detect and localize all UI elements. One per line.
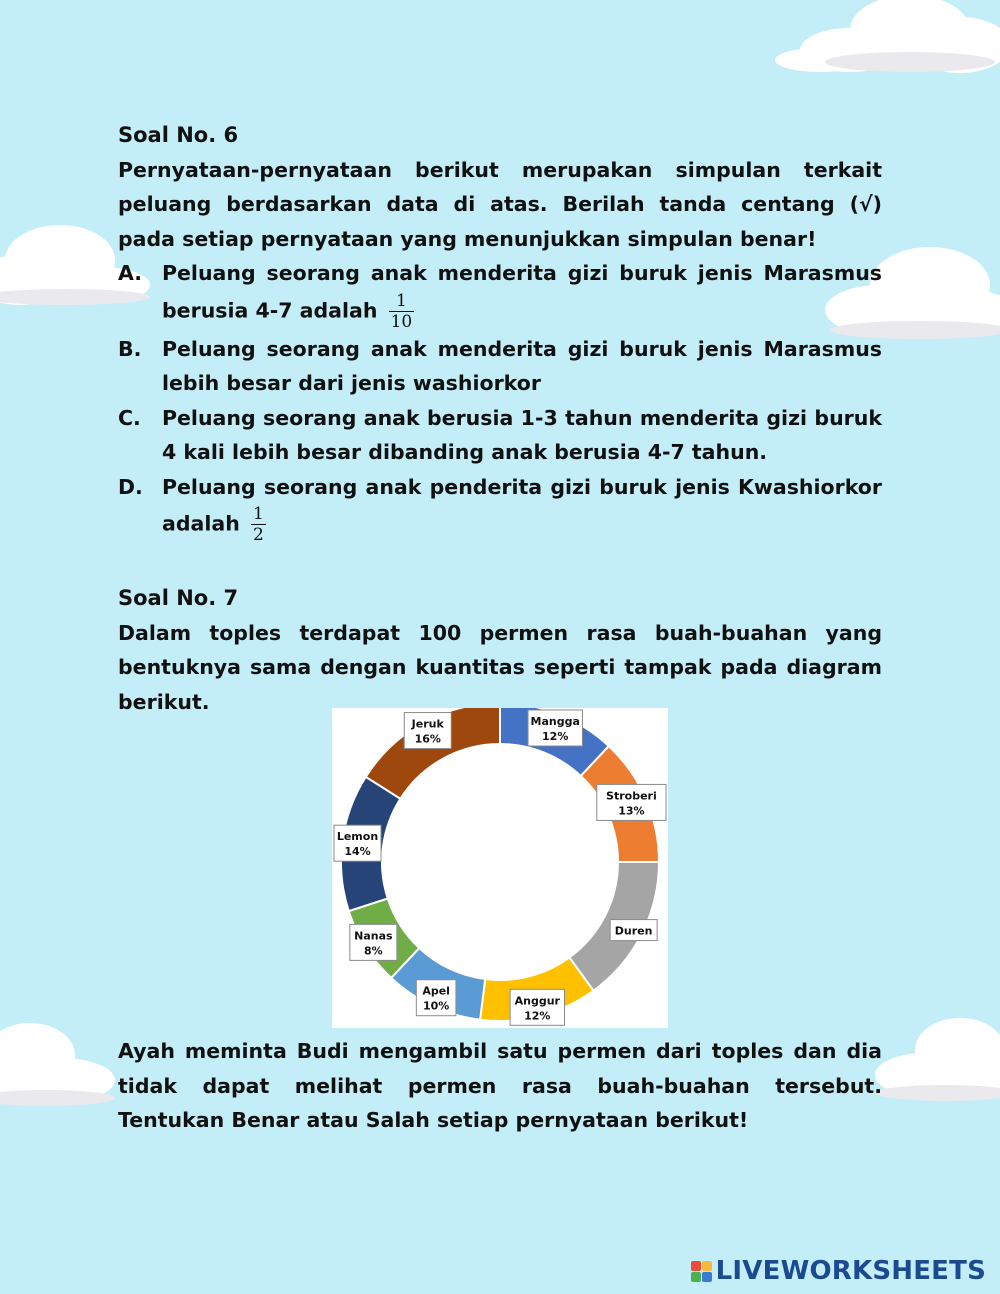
brand-name: LIVEWORKSHEETS	[715, 1256, 986, 1286]
soal-7-intro: Dalam toples terdapat 100 permen rasa buah-buahan yang bentuknya sama dengan kuantitas seperti tampak pada diagram berikut.	[118, 620, 882, 714]
option-c-text: Peluang seorang anak berusia 1-3 tahun menderita gizi buruk 4 kali lebih besar dibanding anak berusia 4-7 tahun.	[162, 405, 882, 464]
soal-7-question: Ayah meminta Budi mengambil satu permen dari toples dan dia tidak dapat melihat permen rasa buah-buahan tersebut. Tentukan Benar atau Salah setiap pernyataan berikut!	[118, 1039, 882, 1132]
soal-6-heading: Soal No. 6	[118, 123, 239, 147]
label-jeruk	[404, 713, 451, 749]
slice-percent-label: 12%	[542, 730, 569, 743]
option-letter: A.	[118, 261, 143, 285]
label-apel	[416, 980, 456, 1016]
option-c	[118, 401, 882, 470]
label-lemon	[334, 825, 381, 861]
slice-percent-label: 13%	[618, 804, 645, 818]
option-d-text: Peluang seorang anak penderita gizi buruk jenis Kwashiorkor adalah	[162, 474, 882, 536]
option-b-text: Peluang seorang anak menderita gizi buruk jenis Marasmus lebih besar dari jenis washiorkor	[162, 336, 882, 395]
liveworksheets-logo	[691, 1256, 986, 1286]
slice-percent-label: 14%	[344, 845, 371, 859]
slice-name-label: Duren	[614, 924, 653, 938]
slice-name-label: Apel	[422, 984, 450, 998]
logo-mark-icon	[691, 1261, 712, 1282]
soal-6-section	[118, 118, 882, 719]
slice-name-label: Stroberi	[606, 789, 657, 803]
label-duren	[610, 920, 657, 941]
option-a	[118, 256, 882, 332]
option-letter: D.	[118, 474, 143, 499]
slice-name-label: Nanas	[354, 929, 393, 943]
donut-chart	[332, 708, 668, 1028]
donut-chart-svg	[332, 708, 668, 1028]
cloud-right-lower	[870, 1005, 1000, 1105]
slice-name-label: Mangga	[530, 715, 580, 728]
option-d	[118, 470, 882, 546]
slice-name-label: Lemon	[336, 830, 379, 844]
option-letter: C.	[118, 405, 141, 430]
cloud-top-right	[760, 0, 1000, 80]
option-letter: B.	[118, 336, 142, 361]
label-stroberi	[597, 784, 666, 820]
option-b	[118, 332, 882, 401]
option-a-text: Peluang seorang anak menderita gizi buruk jenis Marasmus berusia 4-7 adalah	[162, 261, 882, 322]
cloud-left-lower	[0, 1010, 120, 1110]
slice-percent-label: 10%	[422, 999, 450, 1013]
label-mangga	[528, 710, 582, 746]
slice-name-label: Jeruk	[411, 717, 444, 731]
slice-percent-label: 16%	[414, 732, 441, 746]
label-anggur	[510, 989, 564, 1025]
slice-percent-label: 8%	[364, 944, 383, 958]
fraction-one-half: $\frac{1}{2}$	[252, 504, 264, 545]
slice-percent-label: 12%	[524, 1009, 551, 1023]
label-nanas	[350, 924, 397, 960]
slice-name-label: Anggur	[514, 994, 560, 1008]
soal-6-intro: Pernyataan-pernyataan berikut merupakan simpulan terkait peluang berdasarkan data di atas. Berilah tanda centang (√) pada setiap pernyataan yang menunjukkan simpulan benar!	[118, 157, 882, 251]
soal-7-question-block	[118, 1034, 882, 1138]
soal-7-heading: Soal No. 7	[118, 586, 239, 610]
fraction-one-tenth: $\frac{1}{10}$	[390, 290, 413, 332]
